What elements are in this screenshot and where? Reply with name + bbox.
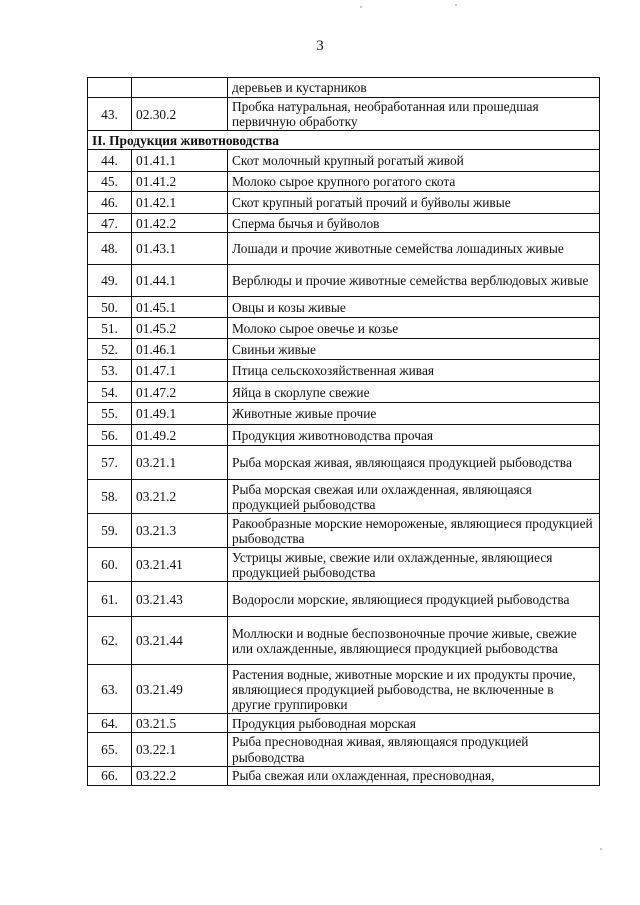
table-row <box>88 297 600 318</box>
table-row <box>88 214 600 233</box>
table-row <box>88 548 600 582</box>
product-name: Устрицы живые, свежие или охлажденные, являющиеся продукцией рыбоводства <box>228 548 600 582</box>
product-name: Яйца в скорлупе свежие <box>228 382 600 403</box>
okpd-code: 01.46.1 <box>132 339 228 360</box>
table-row <box>88 514 600 548</box>
okpd-code: 03.21.2 <box>132 480 228 514</box>
table-row <box>88 403 600 425</box>
table-row <box>88 265 600 297</box>
table-row <box>88 766 600 785</box>
row-number: 56. <box>88 425 132 446</box>
row-number: 55. <box>88 403 132 425</box>
product-name: Рыба пресноводная живая, являющаяся продукцией рыбоводства <box>228 733 600 766</box>
table-row <box>88 150 600 172</box>
row-number: 59. <box>88 514 132 548</box>
table-row <box>88 172 600 192</box>
product-name: Животные живые прочие <box>228 403 600 425</box>
product-name: Растения водные, животные морские и их продукты прочие, являющиеся продукцией рыбоводства, не включенные в другие группировки <box>228 665 600 714</box>
product-name: Водоросли морские, являющиеся продукцией рыбоводства <box>228 582 600 617</box>
row-number: 62. <box>88 617 132 665</box>
product-name: Свиньи живые <box>228 339 600 360</box>
row-number: 58. <box>88 480 132 514</box>
row-number: 53. <box>88 360 132 382</box>
okpd-code: 01.44.1 <box>132 265 228 297</box>
product-name: Скот крупный рогатый прочий и буйволы живые <box>228 192 600 214</box>
product-name: Молоко сырое овечье и козье <box>228 318 600 339</box>
row-number: 44. <box>88 150 132 172</box>
okpd-code: 03.22.2 <box>132 766 228 785</box>
table-row <box>88 617 600 665</box>
okpd-code: 03.21.44 <box>132 617 228 665</box>
okpd-code: 01.42.2 <box>132 214 228 233</box>
table-row <box>88 98 600 131</box>
product-name: Продукция животноводства прочая <box>228 425 600 446</box>
product-name: Молоко сырое крупного рогатого скота <box>228 172 600 192</box>
okpd-code: 01.41.1 <box>132 150 228 172</box>
okpd-code: 03.21.1 <box>132 446 228 480</box>
row-number: 48. <box>88 233 132 265</box>
row-number <box>88 78 132 98</box>
row-number: 54. <box>88 382 132 403</box>
product-name: Ракообразные морские немороженые, являющиеся продукцией рыбоводства <box>228 514 600 548</box>
row-number: 63. <box>88 665 132 714</box>
row-number: 47. <box>88 214 132 233</box>
okpd-code: 01.45.2 <box>132 318 228 339</box>
okpd-code: 03.21.49 <box>132 665 228 714</box>
table-row <box>88 318 600 339</box>
okpd-code: 01.47.1 <box>132 360 228 382</box>
table-row <box>88 339 600 360</box>
table-row <box>88 360 600 382</box>
okpd-code: 03.21.43 <box>132 582 228 617</box>
scan-speck <box>360 6 362 8</box>
table-row <box>88 192 600 214</box>
product-name: Овцы и козы живые <box>228 297 600 318</box>
product-name: Рыба морская живая, являющаяся продукцией рыбоводства <box>228 446 600 480</box>
table-row <box>88 714 600 733</box>
row-number: 43. <box>88 98 132 131</box>
product-name: Моллюски и водные беспозвоночные прочие живые, свежие или охлажденные, являющиеся продукцией рыбоводства <box>228 617 600 665</box>
product-name: Лошади и прочие животные семейства лошадиных живые <box>228 233 600 265</box>
row-number: 57. <box>88 446 132 480</box>
page-number: 3 <box>316 38 324 54</box>
product-name: Пробка натуральная, необработанная или прошедшая первичную обработку <box>228 98 600 131</box>
product-name: Скот молочный крупный рогатый живой <box>228 150 600 172</box>
product-name: Сперма бычья и буйволов <box>228 214 600 233</box>
okpd-code: 03.21.3 <box>132 514 228 548</box>
row-number: 60. <box>88 548 132 582</box>
product-name: Рыба морская свежая или охлажденная, являющаяся продукцией рыбоводства <box>228 480 600 514</box>
product-name: Рыба свежая или охлажденная, пресноводная, <box>228 766 600 785</box>
okpd-code: 01.43.1 <box>132 233 228 265</box>
okpd-code: 01.42.1 <box>132 192 228 214</box>
row-number: 66. <box>88 766 132 785</box>
okpd-code: 01.47.2 <box>132 382 228 403</box>
table-row <box>88 733 600 766</box>
row-number: 50. <box>88 297 132 318</box>
section-header-row <box>88 131 600 150</box>
row-number: 64. <box>88 714 132 733</box>
okpd-code: 01.41.2 <box>132 172 228 192</box>
row-number: 49. <box>88 265 132 297</box>
okpd-code: 03.22.1 <box>132 733 228 766</box>
okpd-code: 01.49.1 <box>132 403 228 425</box>
row-number: 65. <box>88 733 132 766</box>
table-row <box>88 480 600 514</box>
table-row <box>88 446 600 480</box>
table-row <box>88 382 600 403</box>
row-number: 46. <box>88 192 132 214</box>
okpd-code <box>132 78 228 98</box>
row-number: 45. <box>88 172 132 192</box>
table-row <box>88 425 600 446</box>
okpd-code: 01.45.1 <box>132 297 228 318</box>
row-number: 52. <box>88 339 132 360</box>
product-classification-table <box>87 77 600 786</box>
okpd-code: 01.49.2 <box>132 425 228 446</box>
okpd-code: 03.21.41 <box>132 548 228 582</box>
row-number: 51. <box>88 318 132 339</box>
table-row <box>88 233 600 265</box>
product-name: деревьев и кустарников <box>228 78 600 98</box>
table-row <box>88 78 600 98</box>
table-row <box>88 582 600 617</box>
product-name: Верблюды и прочие животные семейства верблюдовых живые <box>228 265 600 297</box>
product-name: Птица сельскохозяйственная живая <box>228 360 600 382</box>
section-title: II. Продукция животноводства <box>88 131 600 150</box>
product-name: Продукция рыбоводная морская <box>228 714 600 733</box>
table-row <box>88 665 600 714</box>
okpd-code: 03.21.5 <box>132 714 228 733</box>
okpd-code: 02.30.2 <box>132 98 228 131</box>
scan-speck <box>455 4 457 6</box>
table-body <box>88 78 600 786</box>
scan-speck <box>600 848 602 850</box>
row-number: 61. <box>88 582 132 617</box>
